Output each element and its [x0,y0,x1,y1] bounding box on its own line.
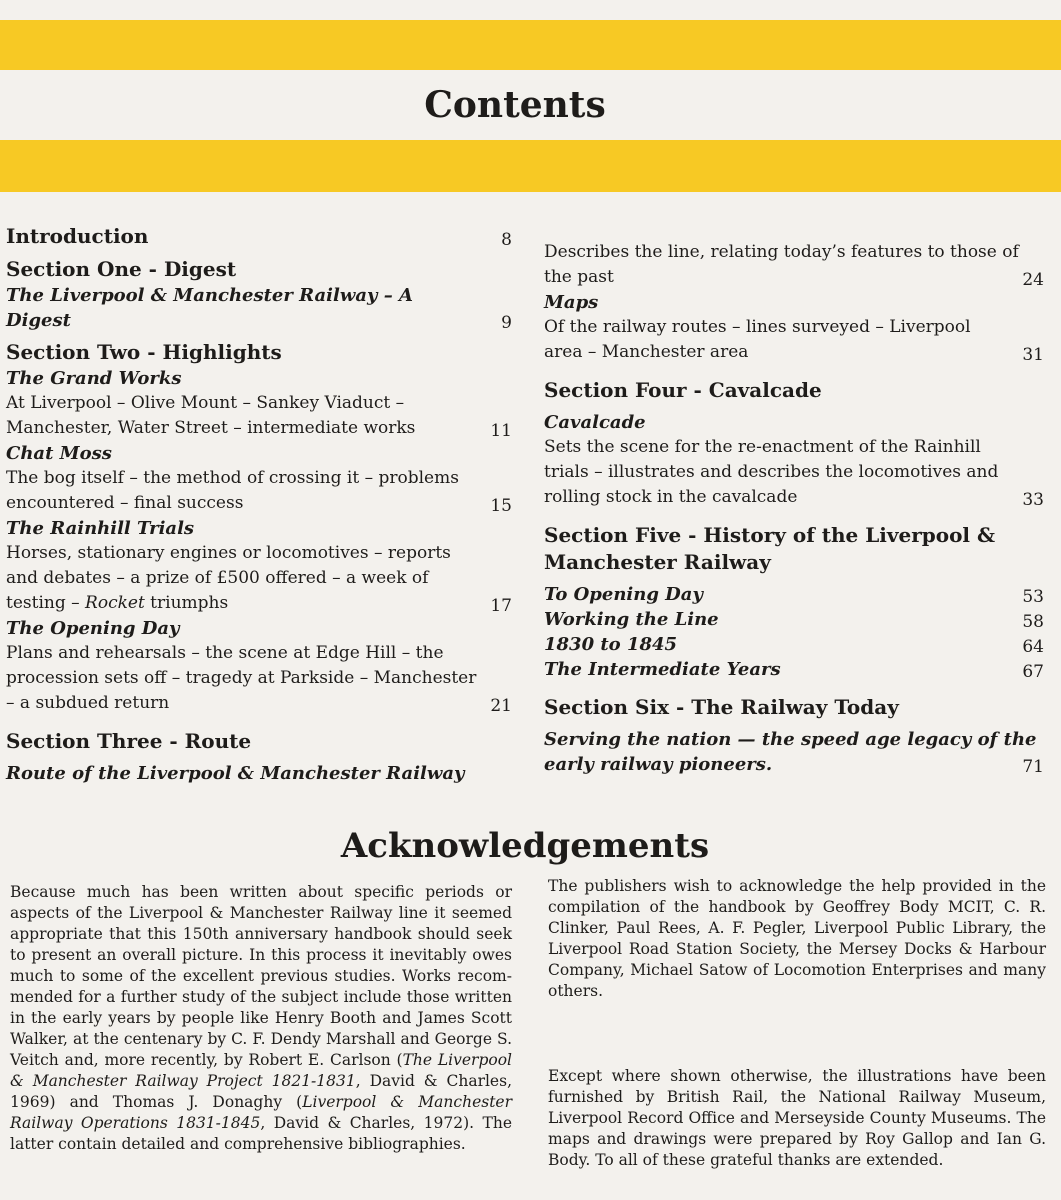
yellow-band-top [0,20,1061,70]
toc-item-label: 1830 to 1845 [544,634,678,655]
section-one-heading: Section One - Digest [6,257,237,281]
toc-desc: The bog itself – the method of crossing it – problems [6,468,459,488]
page-number: 21 [490,696,512,716]
page-number: 53 [1022,587,1044,607]
toc-entry-railway-today[interactable] [544,727,1044,777]
acknowledgements-left-paragraph: Because much has been written about specific periods or aspects of the Liverpool & Manchester Railway line it seemed appropriate that this 150th anniversary handbook should seek to present an overall picture. In this process it inevitably owes much to some of the excellent previous studies. Works recom-mended for a further study of the subject include those written in the early years by people like Henry Booth and James Scott Walker, at the centenary by C. F. Dendy Marshall and George S. Veitch and, more recently, by Robert E. Carlson (The Liverpool & Manchester Railway Project 1821-1831, David & Charles, 1969) and Thomas J. Donaghy (Liverpool & Manchester Railway Operations 1831-1845, David & Charles, 1972). The latter contain detailed and comprehensive bibliographies. [10,883,513,1153]
toc-desc: At Liverpool – Olive Mount – Sankey Viaduct – [6,393,405,413]
acknowledgements-title: Acknowledgements [340,826,710,866]
acknowledgements-right-paragraph-2: Except where shown otherwise, the illustrations have been furnished by British Rail, the National Railway Museum, Liverpool Record Office and Merseyside County Museums. The maps and drawings were prepared by Roy Gallop and Ian G. Body. To all of these grateful thanks are extended. [548,1067,1046,1169]
toc-item-route[interactable]: Route of the Liverpool & Manchester Railway [6,763,465,784]
page-number: 33 [1022,490,1044,510]
toc-desc: – a subdued return [6,693,170,713]
section-four-heading: Section Four - Cavalcade [544,378,822,402]
toc-entry-cavalcade[interactable] [544,410,1044,510]
toc-entry-rainhill-trials[interactable] [6,516,512,616]
toc-item-maps: Maps [544,292,599,313]
toc-item-serving-nation: Serving the nation — the speed age legacy of the [544,729,1037,750]
toc-item-label: To Opening Day [544,584,703,605]
contents-left-column [6,222,512,786]
toc-entry-opening-day[interactable] [6,616,512,716]
toc-desc: Horses, stationary engines or locomotives – reports [6,543,451,563]
toc-item-chat-moss: Chat Moss [6,443,112,464]
contents-title: Contents [424,84,606,126]
page-number: 58 [1022,612,1044,632]
acknowledgements-right-paragraph-1: The publishers wish to acknowledge the help provided in the compilation of the handbook by Geoffrey Body MCIT, C. R. Clinker, Paul Rees, A. F. Pegler, Liverpool Public Library, the Liverpool Road Station Society, the Mersey Docks & Harbour Company, Michael Satow of Locomotion Enterprises and many others. [548,877,1046,1000]
rocket-italic: Rocket [85,593,145,613]
yellow-band-middle [0,140,1061,192]
section-two-heading: Section Two - Highlights [6,340,282,364]
toc-desc: Manchester, Water Street – intermediate works [6,418,416,438]
toc-item-grand-works: The Grand Works [6,368,182,389]
page-number: 24 [1022,270,1044,290]
section-five-heading: Section Five - History of the Liverpool & Manchester Railway [544,523,996,574]
toc-entry-chat-moss[interactable] [6,441,512,516]
toc-desc: the past [544,267,614,287]
page-number: 8 [501,230,512,250]
toc-desc: testing – Rocket triumphs [6,593,229,613]
toc-entry-to-opening-day[interactable] [544,582,1044,607]
page-number: 15 [490,496,512,516]
toc-entry-route-desc[interactable] [544,240,1044,290]
toc-desc: area – Manchester area [544,342,749,362]
toc-item-label: Working the Line [544,609,719,630]
toc-entry-maps[interactable] [544,290,1044,365]
page-number: 17 [490,596,512,616]
toc-item-opening-day: The Opening Day [6,618,180,639]
toc-entry-1830-to-1845[interactable] [544,632,1044,657]
page-number: 64 [1022,637,1044,657]
toc-entry-intermediate-years[interactable] [544,657,1044,682]
page-number: 67 [1022,662,1044,682]
page-number: 71 [1022,757,1044,777]
toc-item-label: The Intermediate Years [544,659,781,680]
toc-desc: Describes the line, relating today’s features to those of [544,242,1019,262]
section-six-heading: Section Six - The Railway Today [544,695,899,719]
toc-item-rainhill-trials: The Rainhill Trials [6,518,195,539]
toc-desc: and debates – a prize of £500 offered – a week of [6,568,429,588]
page-number: 31 [1022,345,1044,365]
toc-entry-introduction[interactable] [6,222,512,250]
section-three-heading: Section Three - Route [6,729,252,753]
toc-desc: Plans and rehearsals – the scene at Edge Hill – the [6,643,444,663]
toc-entry-grand-works[interactable] [6,366,512,441]
page-number: 9 [501,313,512,333]
toc-item-pioneers: early railway pioneers. [544,754,773,775]
toc-item-cavalcade: Cavalcade [544,412,646,433]
toc-desc: procession sets off – tragedy at Parkside – Manchester [6,668,477,688]
toc-desc: rolling stock in the cavalcade [544,487,798,507]
toc-entry-working-the-line[interactable] [544,607,1044,632]
toc-desc: encountered – final success [6,493,244,513]
toc-item-digest: The Liverpool & Manchester Railway – A Digest [6,285,413,331]
contents-right-column [544,240,1044,777]
toc-introduction-label: Introduction [6,224,149,248]
toc-desc: Of the railway routes – lines surveyed – Liverpool [544,317,971,337]
page-number: 11 [490,421,512,441]
toc-desc: trials – illustrates and describes the locomotives and [544,462,999,482]
toc-desc: Sets the scene for the re-enactment of the Rainhill [544,437,981,457]
toc-entry-digest[interactable] [6,283,512,333]
